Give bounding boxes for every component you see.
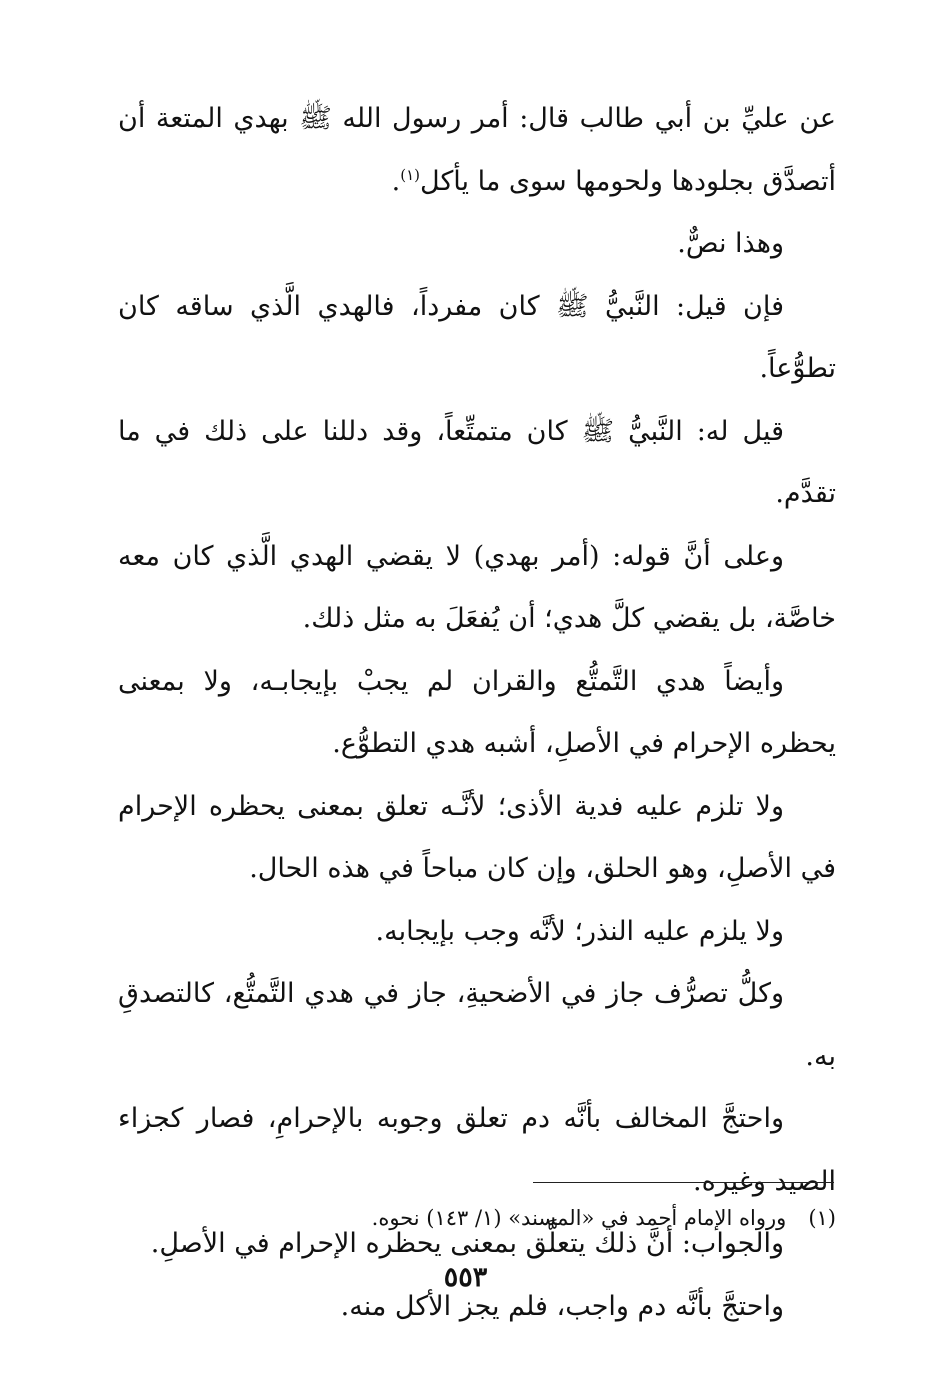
footnote-number: (١) xyxy=(808,1206,836,1230)
footnote-reference: (١) xyxy=(400,165,420,184)
paragraph: وأيضاً هدي التَّمتُّع والقران لم يجبْ بإيجابـه، ولا بمعنى يحظره الإحرام في الأصلِ، أشبه هدي التطوُّع. xyxy=(118,665,836,759)
paragraph: ولا تلزم عليه فدية الأذى؛ لأنَّـه تعلق بمعنى يحظره الإحرام في الأصلِ، وهو الحلق، وإن كان مباحاً في هذه الحال. xyxy=(118,790,836,884)
paragraph-end: . xyxy=(391,165,401,197)
main-text xyxy=(118,88,836,1338)
footnote xyxy=(300,1198,836,1238)
paragraph: وهذا نصٌّ. xyxy=(677,228,784,259)
paragraph: فإن قيل: النَّبيُّ ﷺ كان مفرداً، فالهدي الَّذي ساقه كان تطوُّعاً. xyxy=(118,290,836,384)
paragraph-text: عن عليِّ بن أبي طالب قال: أمر رسول الله ﷺ بهدي المتعة أن أتصدَّق بجلودها ولحومها سوى ما يأكل xyxy=(118,103,836,197)
footnote-divider xyxy=(533,1182,834,1183)
footnote-text: ورواه الإمام أحمد في «المسند» (١/ ١٤٣) نحوه. xyxy=(371,1206,787,1230)
paragraph: قيل له: النَّبيُّ ﷺ كان متمتِّعاً، وقد دللنا على ذلك في ما تقدَّم. xyxy=(118,415,836,509)
paragraph: ولا يلزم عليه النذر؛ لأنَّه وجب بإيجابه. xyxy=(375,915,784,947)
paragraph: والجواب: أنَّ ذلك يتعلَّق بمعنى يحظره الإحرام في الأصلِ. xyxy=(150,1228,784,1259)
page-number: ٥٥٣ xyxy=(443,1262,488,1293)
paragraph: واحتجَّ بأنَّه دم واجب، فلم يجز الأكل منه. xyxy=(340,1290,784,1322)
paragraph: واحتجَّ المخالف بأنَّه دم تعلق وجوبه بالإحرامِ، فصار كجزاء الصيد وغيره. xyxy=(118,1103,836,1197)
paragraph-hadith xyxy=(118,88,836,213)
paragraph: وكلُّ تصرُّف جاز في الأضحيةِ، جاز في هدي التَّمتُّع، كالتصدقِ به. xyxy=(118,978,836,1072)
paragraph: وعلى أنَّ قوله: (أمر بهدي) لا يقضي الهدي الَّذي كان معه خاصَّة، بل يقضي كلَّ هدي؛ أن يُفعَلَ به مثل ذلك. xyxy=(118,540,836,634)
